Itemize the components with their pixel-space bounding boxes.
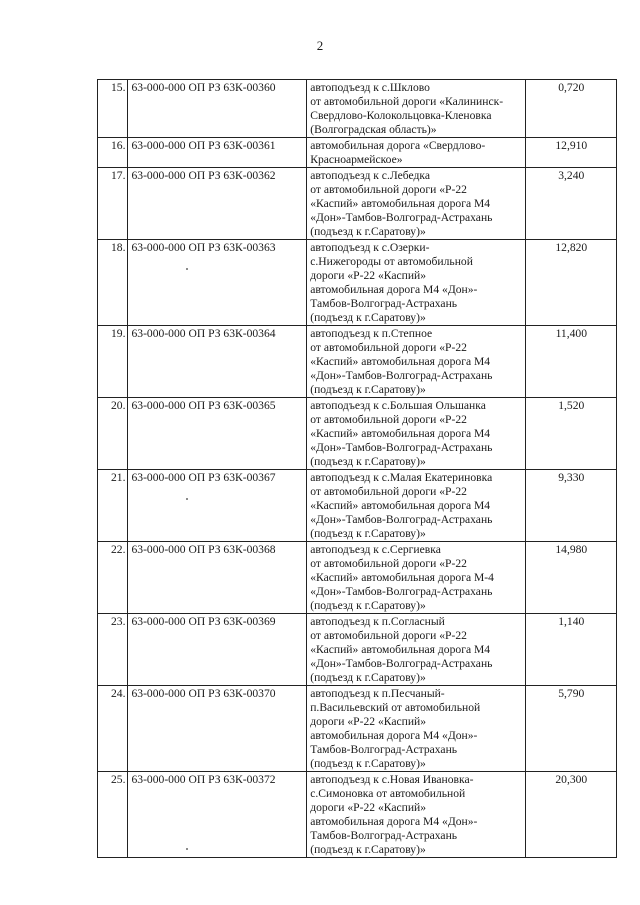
page-number: 2: [316, 38, 324, 53]
road-name-line: (подъезд к г.Саратову)»: [310, 599, 426, 612]
table-row: [98, 326, 617, 398]
table-row: [98, 240, 617, 326]
road-id-code: 63-000-000 ОП РЗ 63К-00361: [128, 138, 307, 168]
road-name-line: автоподъезд к с.Лебедка: [310, 169, 431, 182]
road-name-line: автоподъезд к с.Сергиевка: [310, 543, 441, 556]
table-row: [98, 398, 617, 470]
row-number: 23.: [98, 614, 128, 686]
road-name-line: автоподъезд к с.Малая Екатериновка: [310, 471, 493, 484]
road-name-line: от автомобильной дороги «Калининск-: [310, 95, 504, 108]
road-name-line: от автомобильной дороги «Р-22: [310, 413, 467, 426]
road-name-line: «Дон»-Тамбов-Волгоград-Астрахань: [310, 369, 493, 382]
road-name: [307, 470, 525, 542]
road-name-line: «Каспий» автомобильная дорога М4: [310, 197, 491, 210]
road-name-line: от автомобильной дороги «Р-22: [310, 557, 467, 570]
road-name-line: (Волгоградская область)»: [310, 123, 437, 136]
road-name: [307, 542, 525, 614]
road-length: 3,240: [525, 168, 616, 240]
road-name-line: (подъезд к г.Саратову)»: [310, 843, 426, 856]
road-name-line: от автомобильной дороги «Р-22: [310, 341, 467, 354]
road-name-line: дороги «Р-22 «Каспий»: [310, 269, 427, 282]
road-length: 11,400: [525, 326, 616, 398]
road-name-line: автоподъезд к с.Новая Ивановка-: [310, 773, 474, 786]
road-name-line: автомобильная дорога М4 «Дон»-: [310, 283, 478, 296]
road-name-line: (подъезд к г.Саратову)»: [310, 311, 426, 324]
road-name-line: (подъезд к г.Саратову)»: [310, 757, 426, 770]
road-id-code: 63-000-000 ОП РЗ 63К-00362: [128, 168, 307, 240]
row-number: 18.: [98, 240, 128, 326]
road-name-line: п.Васильевский от автомобильной: [310, 701, 481, 714]
road-name-line: (подъезд к г.Саратову)»: [310, 455, 426, 468]
road-id-code: 63-000-000 ОП РЗ 63К-00368: [128, 542, 307, 614]
road-id-code: 63-000-000 ОП РЗ 63К-00360: [128, 80, 307, 138]
table-row: [98, 168, 617, 240]
road-name-line: «Каспий» автомобильная дорога М4: [310, 499, 491, 512]
road-name-line: автомобильная дорога М4 «Дон»-: [310, 815, 478, 828]
row-number: 16.: [98, 138, 128, 168]
road-name-line: с.Симоновка от автомобильной: [310, 787, 466, 800]
roads-table-body: [98, 80, 617, 858]
road-name: [307, 168, 525, 240]
road-id-code: 63-000-000 ОП РЗ 63К-00367: [128, 470, 307, 542]
road-id-code: 63-000-000 ОП РЗ 63К-00363: [128, 240, 307, 326]
road-name: [307, 240, 525, 326]
road-name-line: «Каспий» автомобильная дорога М4: [310, 355, 491, 368]
road-name-line: Тамбов-Волгоград-Астрахань: [310, 829, 458, 842]
table-row: [98, 542, 617, 614]
row-number: 25.: [98, 772, 128, 858]
road-name-line: «Дон»-Тамбов-Волгоград-Астрахань: [310, 513, 493, 526]
road-length: 9,330: [525, 470, 616, 542]
road-name-line: «Дон»-Тамбов-Волгоград-Астрахань: [310, 585, 493, 598]
row-number: 20.: [98, 398, 128, 470]
road-name-line: с.Нижегороды от автомобильной: [310, 255, 473, 268]
table-row: [98, 686, 617, 772]
road-name-line: «Дон»-Тамбов-Волгоград-Астрахань: [310, 211, 493, 224]
road-name-line: от автомобильной дороги «Р-22: [310, 183, 467, 196]
row-number: 24.: [98, 686, 128, 772]
road-name-line: автомобильная дорога М4 «Дон»-: [310, 729, 478, 742]
road-name-line: автоподъезд к п.Степное: [310, 327, 433, 340]
road-name-line: (подъезд к г.Саратову)»: [310, 527, 426, 540]
road-name-line: Красноармейское»: [310, 153, 403, 166]
road-name-line: автоподъезд к п.Песчаный-: [310, 687, 445, 700]
road-name-line: (подъезд к г.Саратову)»: [310, 671, 426, 684]
table-row: [98, 772, 617, 858]
road-name: [307, 686, 525, 772]
row-number: 19.: [98, 326, 128, 398]
road-length: 0,720: [525, 80, 616, 138]
road-length: 1,520: [525, 398, 616, 470]
table-row: [98, 470, 617, 542]
road-length: 20,300: [525, 772, 616, 858]
table-row: [98, 80, 617, 138]
road-name-line: «Каспий» автомобильная дорога М-4: [310, 571, 494, 584]
row-number: 17.: [98, 168, 128, 240]
row-number: 15.: [98, 80, 128, 138]
road-name-line: «Дон»-Тамбов-Волгоград-Астрахань: [310, 657, 493, 670]
road-length: 12,910: [525, 138, 616, 168]
road-length: 12,820: [525, 240, 616, 326]
road-id-code: 63-000-000 ОП РЗ 63К-00364: [128, 326, 307, 398]
road-name-line: от автомобильной дороги «Р-22: [310, 629, 467, 642]
road-id-code: 63-000-000 ОП РЗ 63К-00365: [128, 398, 307, 470]
road-name-line: автоподъезд к с.Озерки-: [310, 241, 430, 254]
road-name: [307, 138, 525, 168]
road-name-line: автоподъезд к с.Большая Ольшанка: [310, 399, 486, 412]
road-name-line: «Каспий» автомобильная дорога М4: [310, 643, 491, 656]
road-name-line: Тамбов-Волгоград-Астрахань: [310, 297, 458, 310]
road-name-line: «Дон»-Тамбов-Волгоград-Астрахань: [310, 441, 493, 454]
road-length: 5,790: [525, 686, 616, 772]
road-name-line: «Каспий» автомобильная дорога М4: [310, 427, 491, 440]
road-name-line: Тамбов-Волгоград-Астрахань: [310, 743, 458, 756]
road-name-line: автоподъезд к с.Шклово: [310, 81, 430, 94]
road-name-line: автоподъезд к п.Согласный: [310, 615, 445, 628]
roads-table: [97, 79, 617, 858]
road-name: [307, 614, 525, 686]
row-number: 22.: [98, 542, 128, 614]
road-id-code: 63-000-000 ОП РЗ 63К-00369: [128, 614, 307, 686]
table-row: [98, 138, 617, 168]
road-length: 14,980: [525, 542, 616, 614]
road-name-line: автомобильная дорога «Свердлово-: [310, 139, 486, 152]
road-name-line: от автомобильной дороги «Р-22: [310, 485, 467, 498]
road-id-code: 63-000-000 ОП РЗ 63К-00372: [128, 772, 307, 858]
road-name-line: Свердлово-Колокольцовка-Кленовка: [310, 109, 492, 122]
road-name: [307, 80, 525, 138]
row-number: 21.: [98, 470, 128, 542]
road-name: [307, 772, 525, 858]
road-id-code: 63-000-000 ОП РЗ 63К-00370: [128, 686, 307, 772]
road-name: [307, 398, 525, 470]
scan-speck: [186, 848, 188, 850]
table-row: [98, 614, 617, 686]
road-length: 1,140: [525, 614, 616, 686]
scan-speck: [186, 498, 188, 500]
scan-speck: [186, 268, 188, 270]
road-name-line: (подъезд к г.Саратову)»: [310, 225, 426, 238]
road-name-line: дороги «Р-22 «Каспий»: [310, 715, 427, 728]
road-name: [307, 326, 525, 398]
road-name-line: дороги «Р-22 «Каспий»: [310, 801, 427, 814]
road-name-line: (подъезд к г.Саратову)»: [310, 383, 426, 396]
